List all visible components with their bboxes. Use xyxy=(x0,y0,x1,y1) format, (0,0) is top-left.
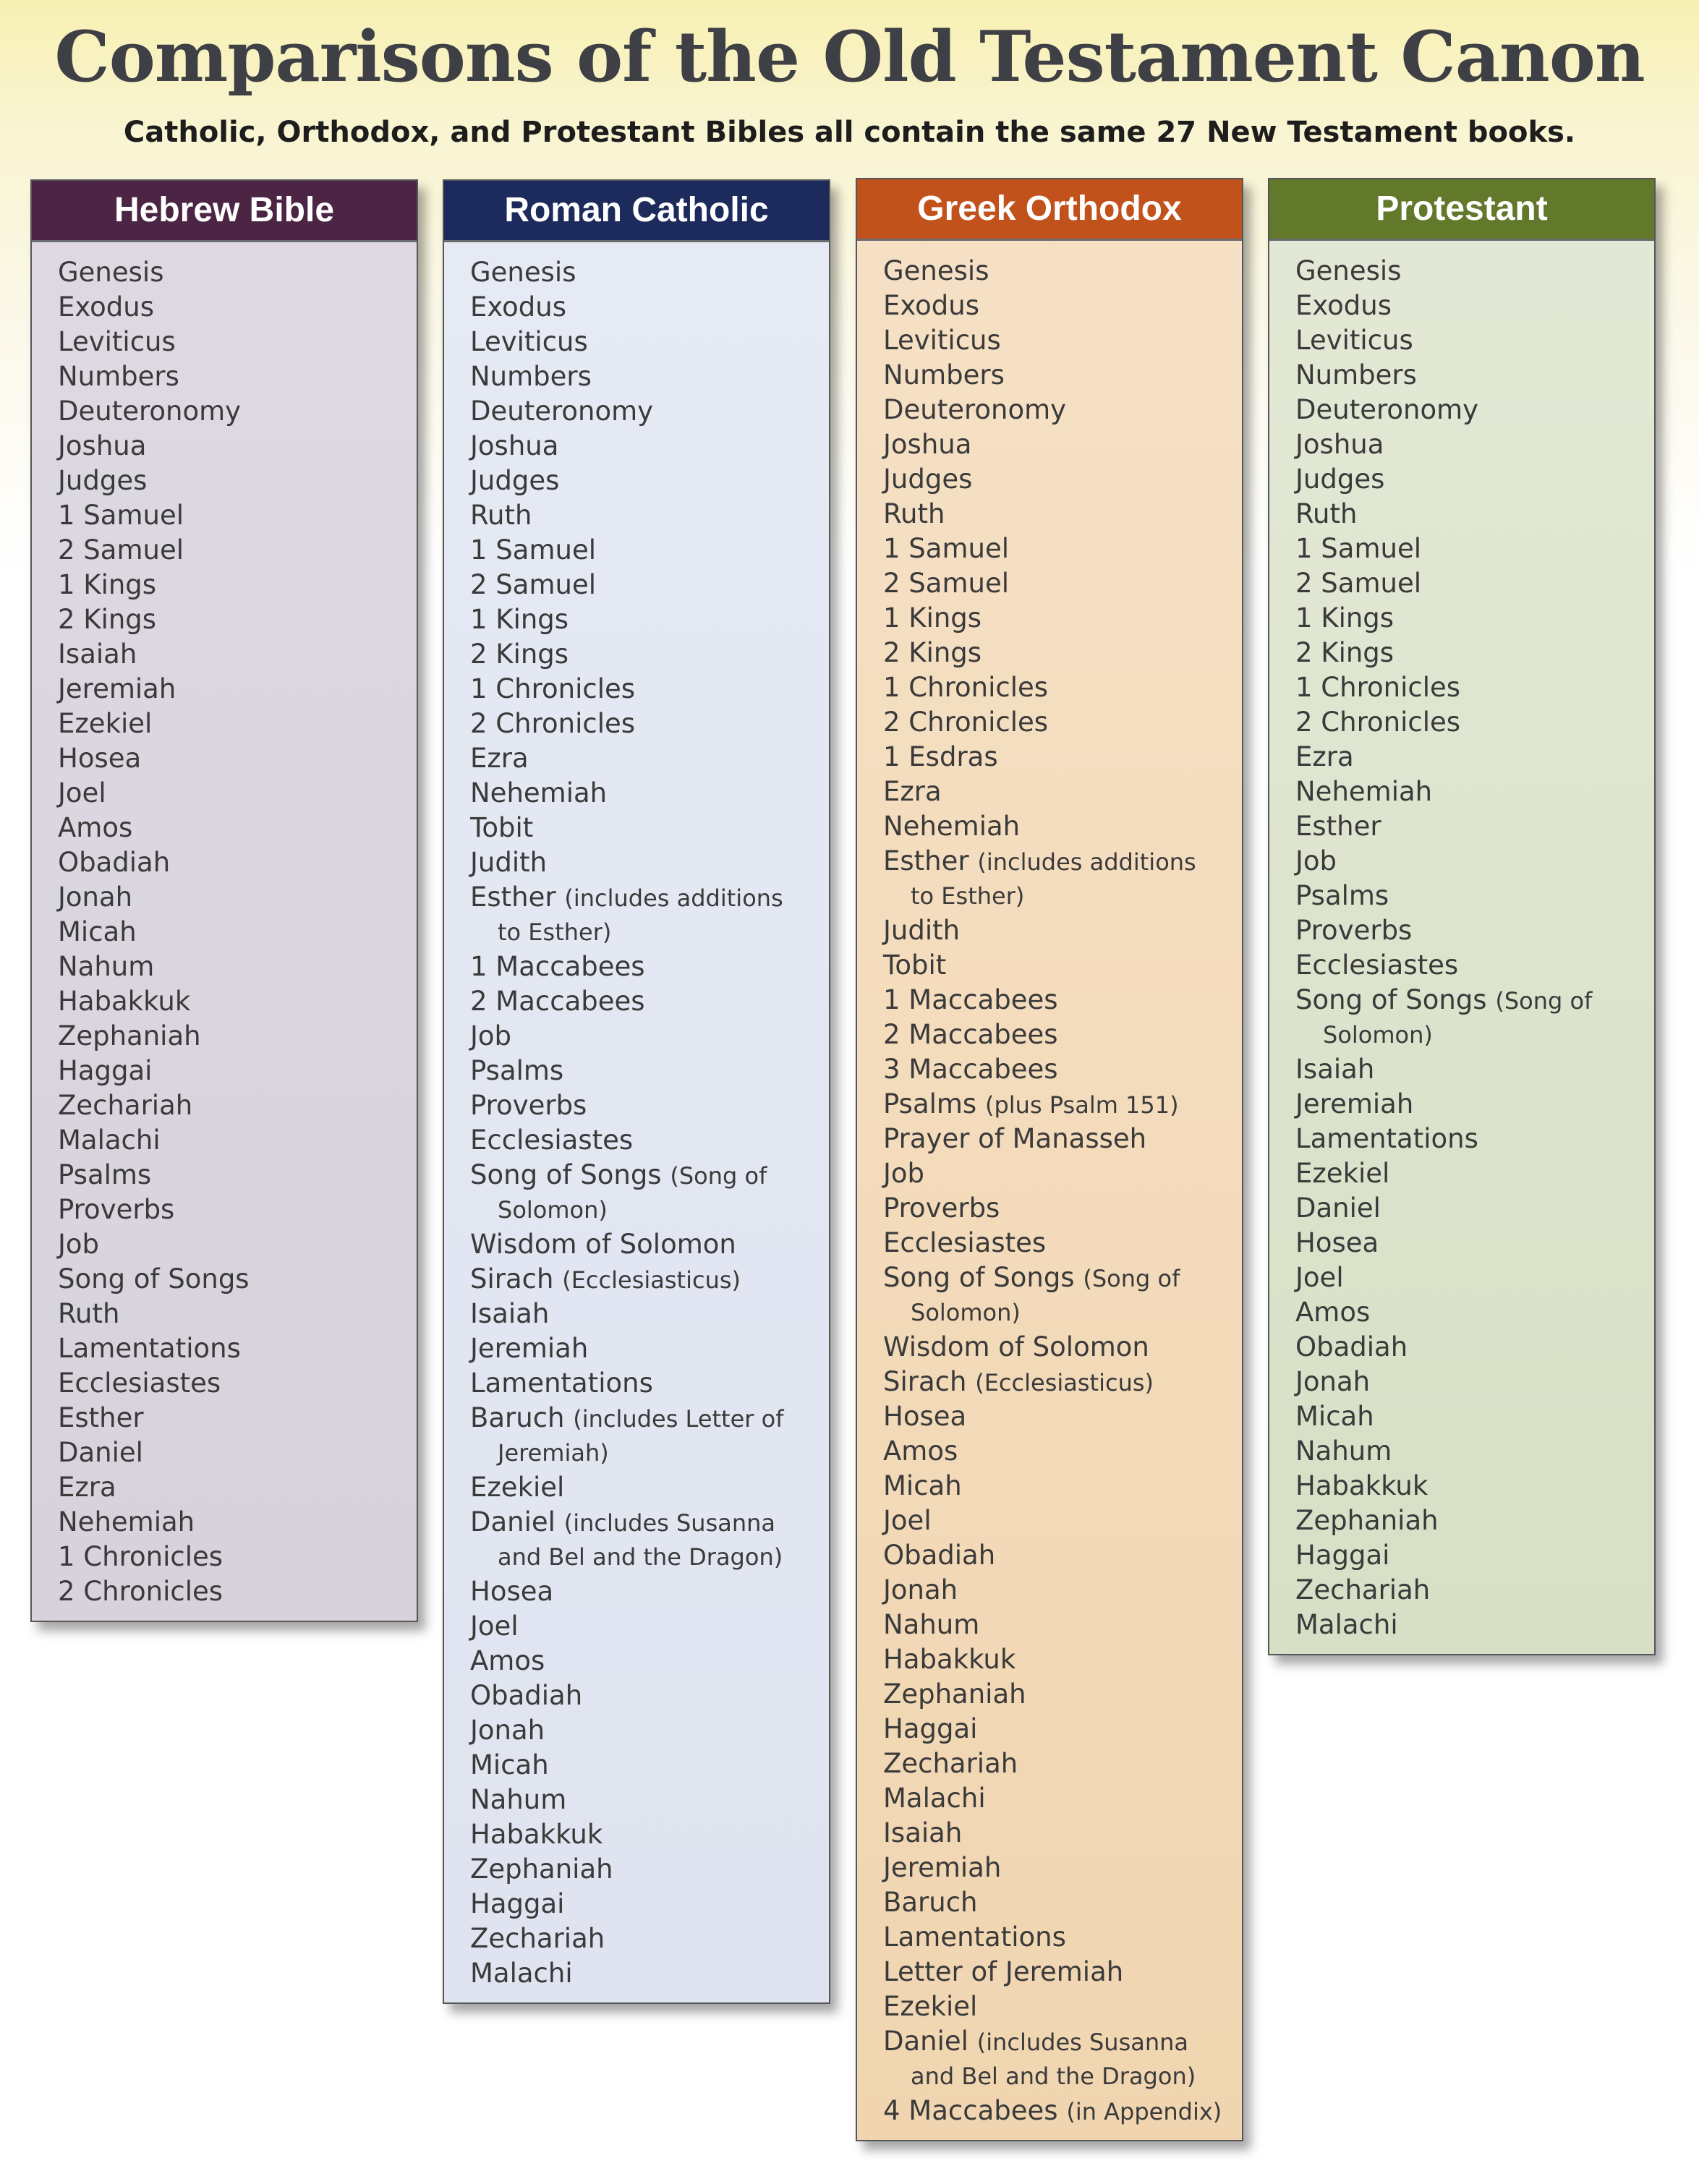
book-item xyxy=(470,1158,829,1193)
book-item: Nehemiah xyxy=(58,1506,195,1537)
book-item: 1 Chronicles xyxy=(470,673,636,704)
book-item: 2 Kings xyxy=(1295,637,1394,668)
book-note-continuation: to Esther) xyxy=(911,882,1025,910)
book-item: Isaiah xyxy=(58,639,137,670)
book-item: Habakkuk xyxy=(470,1819,603,1850)
book-item: Judith xyxy=(883,915,961,946)
book-item xyxy=(470,1505,829,1540)
book-item: Zephaniah xyxy=(883,1678,1026,1710)
book-item: Judith xyxy=(470,847,548,878)
book-item: Genesis xyxy=(58,257,164,288)
book-item: Numbers xyxy=(470,361,592,392)
book-item xyxy=(470,1262,829,1297)
book-item: Micah xyxy=(470,1749,549,1780)
book-item: 2 Samuel xyxy=(58,534,184,566)
book-note: (Ecclesiasticus) xyxy=(975,1369,1154,1396)
book-item: Judges xyxy=(470,465,560,496)
hebrew-bible-column xyxy=(30,179,418,1622)
book-item: Ecclesiastes xyxy=(883,1227,1047,1258)
book-name: Sirach xyxy=(470,1263,554,1294)
book-item: Numbers xyxy=(58,361,179,392)
book-item: Isaiah xyxy=(470,1298,550,1329)
book-item: Wisdom of Solomon xyxy=(883,1331,1149,1362)
book-name: Psalms xyxy=(883,1088,977,1119)
book-item: Ezekiel xyxy=(58,708,153,739)
book-item: 1 Maccabees xyxy=(470,951,645,982)
book-item: Tobit xyxy=(470,812,534,843)
page-subtitle: Catholic, Orthodox, and Protestant Bibles all contain the same 27 New Testament books. xyxy=(123,116,1576,149)
book-item: 2 Chronicles xyxy=(58,1576,223,1607)
book-item: Ruth xyxy=(883,498,945,529)
book-item: Zephaniah xyxy=(1295,1505,1439,1536)
book-item: Song of Songs xyxy=(58,1263,250,1294)
book-item: Haggai xyxy=(470,1888,565,1919)
book-item: 3 Maccabees xyxy=(883,1054,1058,1085)
book-item: Ezekiel xyxy=(883,1991,978,2022)
book-item: Nehemiah xyxy=(1295,776,1433,807)
book-item: Joel xyxy=(883,1505,932,1536)
book-item: Ezra xyxy=(1295,741,1354,772)
book-item: Genesis xyxy=(1295,255,1402,286)
book-note: (includes additions xyxy=(977,848,1196,876)
book-item: Ruth xyxy=(470,500,532,531)
book-item: Jonah xyxy=(58,882,133,913)
book-item: Amos xyxy=(470,1645,545,1676)
book-item: Deuteronomy xyxy=(883,394,1067,425)
book-note-continuation: Solomon) xyxy=(1323,1021,1433,1049)
book-item: Nehemiah xyxy=(470,777,608,809)
book-item: Numbers xyxy=(1295,359,1417,391)
book-item: Daniel xyxy=(1295,1193,1381,1224)
book-name: Daniel xyxy=(883,2026,968,2057)
book-name: Sirach xyxy=(883,1366,967,1397)
book-item: Jonah xyxy=(883,1574,958,1605)
book-item: Ecclesiastes xyxy=(1295,950,1459,981)
book-item: Obadiah xyxy=(883,1540,996,1571)
book-note: (in Appendix) xyxy=(1066,2098,1222,2125)
protestant-header: Protestant xyxy=(1269,179,1654,241)
book-item: Amos xyxy=(883,1436,958,1467)
book-item: Habakkuk xyxy=(883,1644,1016,1675)
book-item: Judges xyxy=(58,465,148,496)
book-item: Leviticus xyxy=(58,326,176,357)
book-item: Daniel xyxy=(58,1437,143,1468)
book-item: Ezra xyxy=(58,1472,116,1503)
hebrew-bible-header: Hebrew Bible xyxy=(32,181,417,242)
book-item: Ezekiel xyxy=(470,1472,565,1503)
book-item: Zechariah xyxy=(58,1090,193,1121)
book-item: 1 Kings xyxy=(1295,602,1394,634)
book-item: Jonah xyxy=(1295,1366,1371,1397)
book-item: Letter of Jeremiah xyxy=(883,1956,1124,1987)
book-item: Exodus xyxy=(470,291,566,323)
book-name: Baruch xyxy=(470,1402,565,1433)
book-item: Jeremiah xyxy=(470,1333,589,1364)
book-note-continuation: Solomon) xyxy=(498,1196,608,1224)
book-item: Nahum xyxy=(58,951,155,982)
book-item: 2 Maccabees xyxy=(883,1019,1058,1050)
book-item: Nehemiah xyxy=(883,811,1021,842)
book-item: Lamentations xyxy=(883,1921,1066,1953)
book-item: Haggai xyxy=(58,1055,153,1086)
book-item: Zechariah xyxy=(470,1923,605,1954)
book-item: Job xyxy=(1295,845,1337,876)
book-item: Ruth xyxy=(58,1298,120,1329)
book-item: Malachi xyxy=(470,1958,573,1989)
book-item: Genesis xyxy=(470,257,576,288)
book-item: 2 Samuel xyxy=(1295,568,1421,599)
book-item xyxy=(470,880,829,915)
book-item: Nahum xyxy=(470,1784,567,1815)
book-item xyxy=(883,844,1242,879)
book-item: 2 Chronicles xyxy=(1295,707,1461,738)
book-item: Joshua xyxy=(1295,429,1384,460)
book-item xyxy=(883,2094,1242,2128)
book-item: Job xyxy=(883,1158,925,1189)
book-item: Ruth xyxy=(1295,498,1358,529)
book-item: Job xyxy=(58,1229,100,1260)
book-item: Job xyxy=(470,1020,512,1052)
book-item: Genesis xyxy=(883,255,989,286)
book-name: Song of Songs xyxy=(470,1159,662,1190)
book-item: Esther xyxy=(58,1402,144,1433)
book-item: Esther xyxy=(1295,811,1381,842)
book-item: Isaiah xyxy=(883,1817,963,1848)
book-item xyxy=(883,1365,1242,1399)
book-item: Psalms xyxy=(58,1159,152,1190)
book-item: Joel xyxy=(1295,1262,1344,1293)
book-item: 1 Samuel xyxy=(1295,533,1421,564)
book-item: Wisdom of Solomon xyxy=(470,1229,736,1260)
book-item: Psalms xyxy=(1295,880,1389,911)
book-note-continuation: Solomon) xyxy=(911,1299,1021,1326)
book-item: Deuteronomy xyxy=(58,396,242,427)
book-item: Jeremiah xyxy=(1295,1088,1414,1119)
book-item: Proverbs xyxy=(470,1090,587,1121)
book-item: Joshua xyxy=(470,430,559,461)
book-item: Lamentations xyxy=(470,1368,653,1399)
book-name: Esther xyxy=(883,845,969,876)
book-item: Habakkuk xyxy=(58,986,191,1017)
book-item: Jonah xyxy=(470,1715,545,1746)
book-item: Amos xyxy=(58,812,133,843)
book-item: Proverbs xyxy=(1295,915,1413,946)
book-item: Obadiah xyxy=(58,847,171,878)
book-item: Micah xyxy=(883,1470,962,1501)
book-item: Joel xyxy=(470,1611,519,1642)
book-item xyxy=(883,1087,1242,1122)
book-item: Exodus xyxy=(883,290,979,321)
book-item: Deuteronomy xyxy=(470,396,654,427)
book-item: 2 Chronicles xyxy=(883,707,1049,738)
book-note: (Ecclesiasticus) xyxy=(562,1266,741,1294)
book-item: Malachi xyxy=(58,1125,161,1156)
book-item: Zephaniah xyxy=(58,1020,201,1052)
book-item: Numbers xyxy=(883,359,1005,391)
book-item: Jeremiah xyxy=(58,673,176,704)
protestant-list xyxy=(1269,241,1654,1654)
book-item: Hosea xyxy=(1295,1227,1379,1258)
book-item: Malachi xyxy=(1295,1609,1398,1640)
book-item: Ezra xyxy=(470,743,529,774)
book-item: Proverbs xyxy=(883,1193,1000,1224)
book-item: Judges xyxy=(1295,464,1385,495)
book-note: (includes additions xyxy=(564,884,783,912)
greek-orthodox-header: Greek Orthodox xyxy=(857,179,1242,241)
book-item: Leviticus xyxy=(1295,325,1413,356)
book-item: Judges xyxy=(883,464,973,495)
book-name: Song of Songs xyxy=(1295,984,1487,1015)
book-item: 2 Maccabees xyxy=(470,986,645,1017)
book-item: 1 Chronicles xyxy=(883,672,1049,703)
greek-orthodox-column xyxy=(856,178,1243,2141)
book-item: Baruch xyxy=(883,1887,978,1918)
book-item: Leviticus xyxy=(883,325,1001,356)
book-item: 2 Samuel xyxy=(470,569,596,600)
book-item: Haggai xyxy=(1295,1540,1390,1571)
book-item: Zechariah xyxy=(1295,1574,1431,1605)
book-item: Zechariah xyxy=(883,1748,1018,1779)
book-item: Joshua xyxy=(58,430,147,461)
book-item: 1 Chronicles xyxy=(58,1541,223,1572)
book-item: Ecclesiastes xyxy=(58,1368,221,1399)
book-item: 1 Kings xyxy=(470,604,569,635)
book-item: 1 Samuel xyxy=(883,533,1009,564)
book-name: Esther xyxy=(470,882,556,913)
book-item: Habakkuk xyxy=(1295,1470,1428,1501)
book-item: 2 Samuel xyxy=(883,568,1009,599)
book-note: (Song of xyxy=(1495,987,1593,1015)
book-item: 1 Maccabees xyxy=(883,984,1058,1015)
book-item: Joel xyxy=(58,777,106,809)
book-note-continuation: and Bel and the Dragon) xyxy=(498,1543,783,1571)
book-item: Micah xyxy=(58,916,137,947)
book-item: 2 Kings xyxy=(470,639,569,670)
book-item: 1 Kings xyxy=(883,602,982,634)
book-item: Haggai xyxy=(883,1713,978,1744)
book-note-continuation: Jeremiah) xyxy=(498,1439,609,1467)
book-note: (plus Psalm 151) xyxy=(984,1091,1179,1119)
book-item: Ecclesiastes xyxy=(470,1125,634,1156)
book-item: Hosea xyxy=(58,743,142,774)
book-item: 1 Samuel xyxy=(470,534,596,566)
book-item: Deuteronomy xyxy=(1295,394,1479,425)
book-item: Exodus xyxy=(1295,290,1392,321)
book-note-continuation: to Esther) xyxy=(498,918,612,946)
book-name: Daniel xyxy=(470,1506,555,1537)
book-item: 2 Kings xyxy=(58,604,157,635)
roman-catholic-header: Roman Catholic xyxy=(444,181,829,242)
book-item: Nahum xyxy=(883,1609,980,1640)
book-item: Proverbs xyxy=(58,1194,175,1225)
book-item xyxy=(470,1401,829,1436)
book-item: Malachi xyxy=(883,1783,986,1814)
book-item: Tobit xyxy=(883,950,947,981)
book-item xyxy=(883,2024,1242,2059)
book-item: Obadiah xyxy=(470,1680,583,1711)
book-item: Joshua xyxy=(883,429,972,460)
protestant-column xyxy=(1268,178,1656,1655)
greek-orthodox-list xyxy=(857,241,1242,2140)
book-item xyxy=(1295,983,1654,1018)
roman-catholic-column xyxy=(443,179,830,2004)
book-item: 1 Chronicles xyxy=(1295,672,1461,703)
book-item xyxy=(883,1261,1242,1295)
book-item: Ezekiel xyxy=(1295,1158,1390,1189)
book-item: Amos xyxy=(1295,1297,1371,1328)
book-name: 4 Maccabees xyxy=(883,2095,1058,2126)
book-item: Isaiah xyxy=(1295,1054,1375,1085)
book-note-continuation: and Bel and the Dragon) xyxy=(911,2063,1196,2090)
book-name: Song of Songs xyxy=(883,1262,1075,1293)
hebrew-bible-list xyxy=(32,242,417,1621)
roman-catholic-list xyxy=(444,242,829,2002)
book-item: Nahum xyxy=(1295,1436,1392,1467)
book-item: Psalms xyxy=(470,1055,564,1086)
book-item: Jeremiah xyxy=(883,1852,1002,1883)
book-item: Obadiah xyxy=(1295,1331,1408,1362)
book-item: Lamentations xyxy=(58,1333,241,1364)
book-item: Leviticus xyxy=(470,326,588,357)
book-item: Prayer of Manasseh xyxy=(883,1123,1147,1154)
book-item: 1 Kings xyxy=(58,569,157,600)
book-item: Zephaniah xyxy=(470,1854,613,1885)
book-item: Hosea xyxy=(883,1401,967,1432)
book-note: (Song of xyxy=(1083,1265,1180,1292)
book-item: Exodus xyxy=(58,291,154,323)
book-item: Hosea xyxy=(470,1576,554,1607)
book-item: 1 Samuel xyxy=(58,500,184,531)
book-note: (includes Susanna xyxy=(976,2029,1189,2056)
book-item: 1 Esdras xyxy=(883,741,998,772)
book-note: (includes Susanna xyxy=(563,1509,776,1537)
book-item: 2 Chronicles xyxy=(470,708,636,739)
book-note: (Song of xyxy=(670,1162,767,1190)
page-title: Comparisons of the Old Testament Canon xyxy=(54,16,1645,98)
book-item: Lamentations xyxy=(1295,1123,1478,1154)
book-note: (includes Letter of xyxy=(573,1405,784,1433)
book-item: Micah xyxy=(1295,1401,1374,1432)
book-item: Ezra xyxy=(883,776,942,807)
book-item: 2 Kings xyxy=(883,637,982,668)
